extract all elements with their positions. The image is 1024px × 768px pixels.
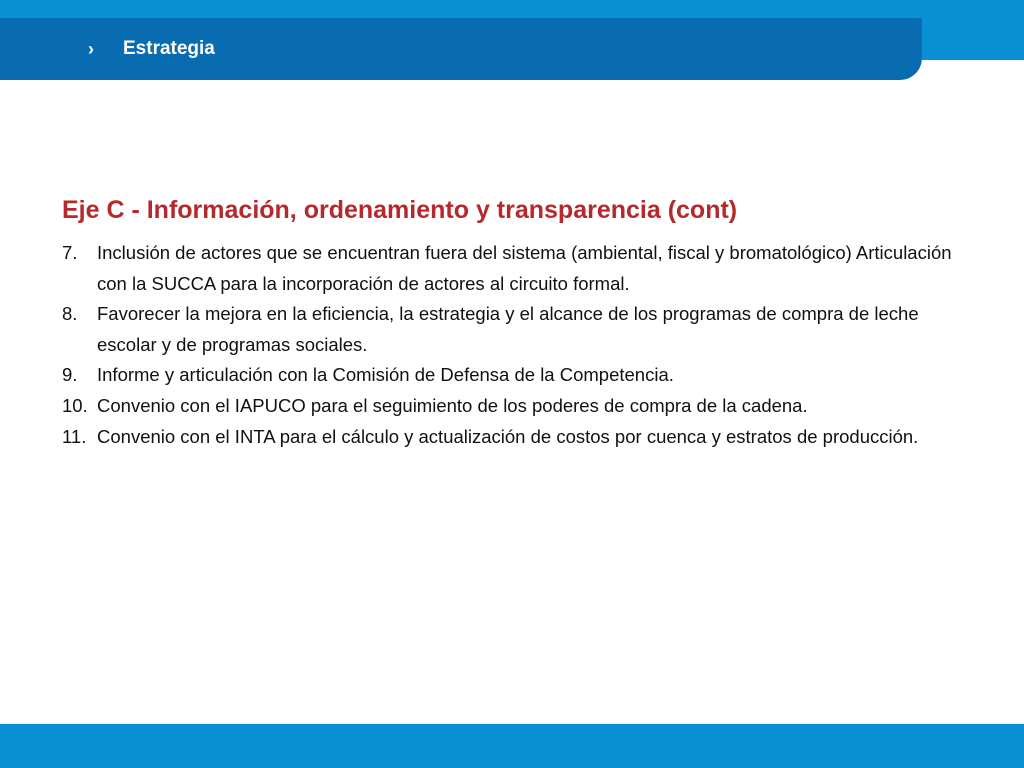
item-number: 10. bbox=[62, 394, 88, 416]
page-title: Eje C - Información, ordenamiento y transparencia (cont) bbox=[62, 196, 738, 224]
item-text: Favorecer la mejora en la eficiencia, la estrategia y el alcance de los programas de compra de leche escolar y de programas sociales. bbox=[97, 303, 919, 355]
bottom-band bbox=[0, 724, 1024, 768]
top-band bbox=[0, 0, 1024, 18]
strategy-list bbox=[62, 238, 962, 452]
list-item bbox=[62, 422, 962, 453]
item-number: 9. bbox=[62, 364, 78, 386]
item-text: Informe y articulación con la Comisión de Defensa de la Competencia. bbox=[97, 364, 674, 386]
header-right-band bbox=[922, 18, 1024, 60]
item-number: 7. bbox=[62, 242, 78, 263]
section-title: Estrategia bbox=[123, 38, 215, 59]
chevron-right-icon: › bbox=[88, 39, 94, 59]
list-item bbox=[62, 391, 962, 422]
item-text: Inclusión de actores que se encuentran fuera del sistema (ambiental, fiscal y bromatológico) Articulación con la SUCCA para la incorporación de actores al circuito formal. bbox=[97, 242, 952, 294]
item-text: Convenio con el INTA para el cálculo y actualización de costos por cuenca y estratos de producción. bbox=[97, 425, 919, 447]
item-number: 11. bbox=[62, 425, 87, 447]
item-text: Convenio con el IAPUCO para el seguimiento de los poderes de compra de la cadena. bbox=[97, 394, 808, 416]
list-item bbox=[62, 238, 962, 299]
item-number: 8. bbox=[62, 303, 78, 325]
list-item bbox=[62, 360, 962, 391]
list-item bbox=[62, 299, 962, 360]
